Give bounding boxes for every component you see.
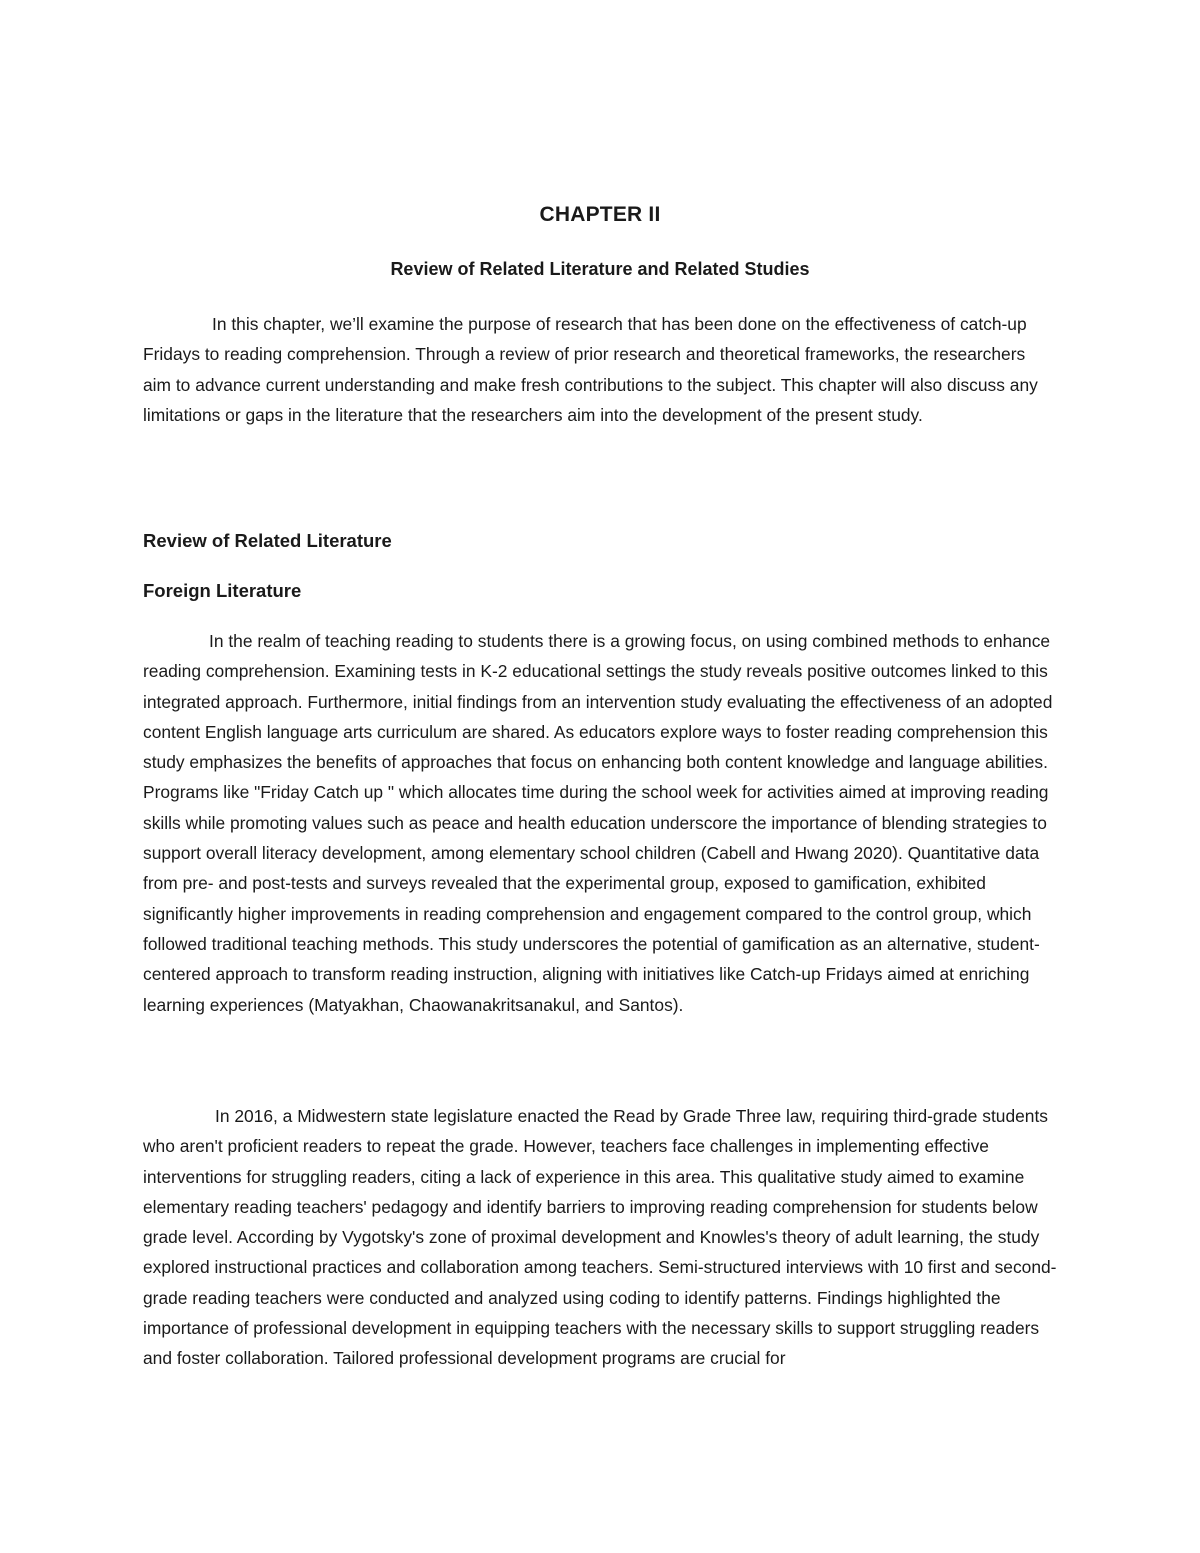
section-heading-review-literature: Review of Related Literature	[143, 530, 392, 551]
section-heading-foreign-literature: Foreign Literature	[143, 580, 302, 601]
foreign-literature-paragraph-2: In 2016, a Midwestern state legislature enacted the Read by Grade Three law, requiring third-grade students who aren't proficient readers to repeat the grade. However, teachers face challenges in implementing effective interventions for struggling readers, citing a lack of experience in this area. This qualitative study aimed to examine elementary reading teachers' pedagogy and identify barriers to improving reading comprehension for students below grade level. According by Vygotsky's zone of proximal development and Knowles's theory of adult learning, the study explored instructional practices and collaboration among teachers. Semi-structured interviews with 10 first and second-grade reading teachers were conducted and analyzed using coding to identify patterns. Findings highlighted the importance of professional development in equipping teachers with the necessary skills to support struggling readers and foster collaboration. Tailored professional development programs are crucial for	[143, 1106, 1057, 1369]
foreign-literature-paragraph-1: In the realm of teaching reading to students there is a growing focus, on using combined methods to enhance reading comprehension. Examining tests in K-2 educational settings the study reveals positive outcomes linked to this integrated approach. Furthermore, initial findings from an intervention study evaluating the effectiveness of an adopted content English language arts curriculum are shared. As educators explore ways to foster reading comprehension this study emphasizes the benefits of approaches that focus on enhancing both content knowledge and language abilities. Programs like "Friday Catch up " which allocates time during the school week for activities aimed at improving reading skills while promoting values such as peace and health education underscore the importance of blending strategies to support overall literacy development, among elementary school children (Cabell and Hwang 2020). Quantitative data from pre- and post-tests and surveys revealed that the experimental group, exposed to gamification, exhibited significantly higher improvements in reading comprehension and engagement compared to the control group, which followed traditional teaching methods. This study underscores the potential of gamification as an alternative, student-centered approach to transform reading instruction, aligning with initiatives like Catch-up Fridays aimed at enriching learning experiences (Matyakhan, Chaowanakritsanakul, and Santos).	[143, 631, 1053, 1015]
chapter-subtitle: Review of Related Literature and Related Studies	[390, 259, 810, 279]
chapter-title: CHAPTER II	[539, 203, 661, 226]
intro-paragraph: In this chapter, we’ll examine the purpose of research that has been done on the effectiveness of catch-up Fridays to reading comprehension. Through a review of prior research and theoretical frameworks, the researchers aim to advance current understanding and make fresh contributions to the subject. This chapter will also discuss any limitations or gaps in the literature that the researchers aim into the development of the present study.	[143, 314, 1038, 425]
